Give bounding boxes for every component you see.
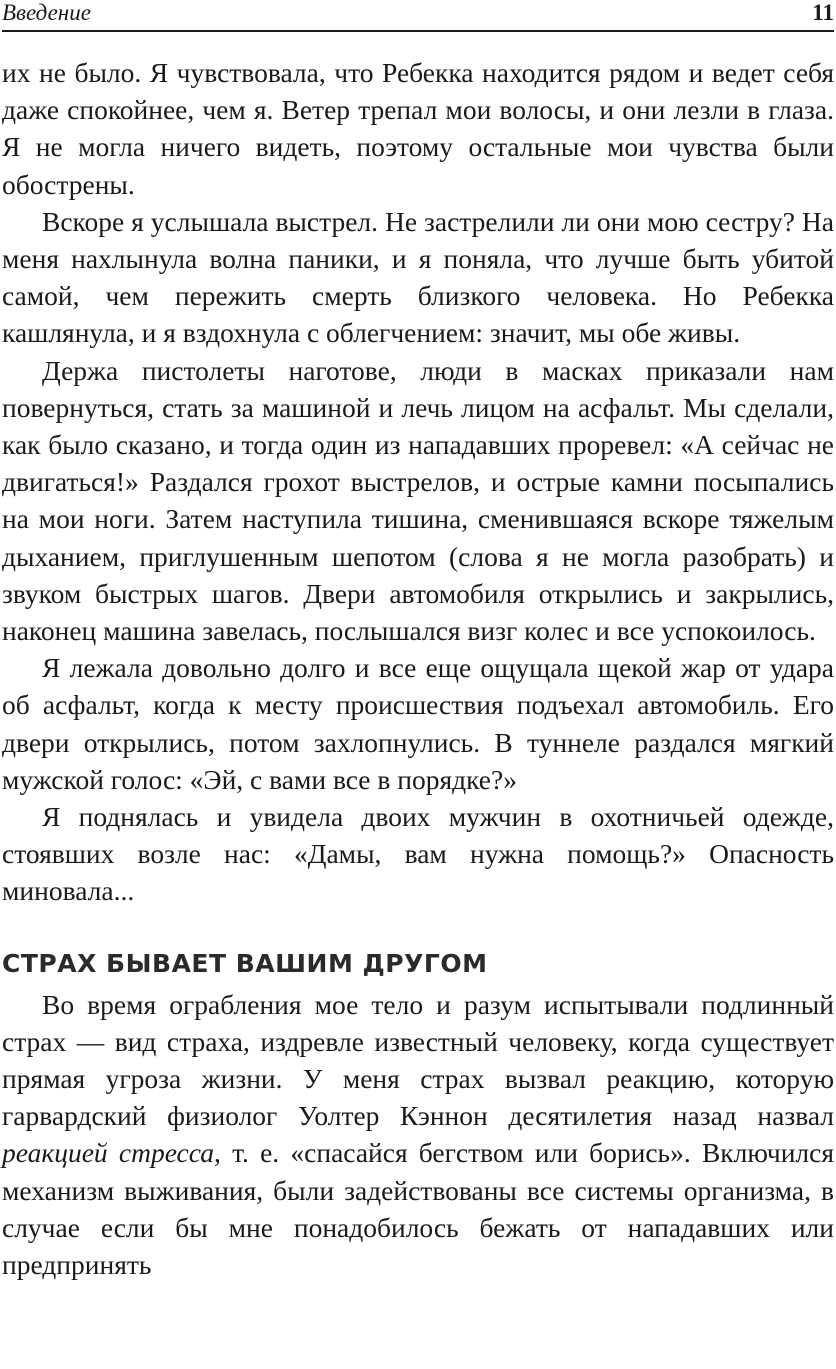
paragraph-6 xyxy=(2,986,834,1284)
page-number: 11 xyxy=(812,0,834,25)
paragraph-6-part-1: Во время ограбления мое тело и разум испытывали подлинный страх — вид страха, издревле известный человеку, когда существует прямая угроза жизни. У меня страх вызвал реакцию, которую гарвардский физиолог Уолтер Кэннон десятилетия назад назвал xyxy=(2,988,834,1132)
emphasized-term: реакцией стресса xyxy=(2,1137,214,1169)
paragraph-4: Я лежала довольно долго и все еще ощущала щекой жар от удара об асфальт, когда к месту происшествия подъехал автомобиль. Его двери открылись, потом захлопнулись. В туннеле раздался мягкий мужской голос: «Эй, с вами все в порядке?» xyxy=(2,652,834,795)
paragraph-3: Держа пистолеты наготове, люди в масках приказали нам повернуться, стать за машиной и лечь лицом на асфальт. Мы сделали, как было сказано, и тогда один из нападавших проревел: «А сейчас не двигаться!» Раздался грохот выстрелов, и острые камни посыпались на мои ноги. Затем наступила тишина, сменившаяся вскоре тяжелым дыханием, приглушенным шепотом (слова я не могла разобрать) и звуком быстрых шагов. Двери автомобиля открылись и закрылись, наконец машина завелась, послышался визг колес и все успокоилось. xyxy=(2,354,834,647)
section-heading: СТРАХ БЫВАЕТ ВАШИМ ДРУГОМ xyxy=(2,948,488,978)
body-text xyxy=(2,54,834,1283)
paragraph-1: их не было. Я чувствовала, что Ребекка находится рядом и ведет себя даже спокойнее, чем я. Ветер трепал мои волосы, и они лезли в глаза. Я не могла ничего видеть, поэтому остальные мои чувства были обострены. xyxy=(2,57,834,200)
running-head xyxy=(2,0,834,32)
paragraph-5: Я поднялась и увидела двоих мужчин в охотничьей одежде, стоявших возле нас: «Дамы, вам нужна помощь?» Опасность миновала... xyxy=(2,801,834,907)
paragraph-6-part-2: , т. е. «спасайся бегством или борись». Включился механизм выживания, были задействованы все системы организма, в случае если бы мне понадобилось бежать от нападавших или предпринять xyxy=(2,1137,834,1281)
chapter-title: Введение xyxy=(2,0,91,25)
paragraph-2: Вскоре я услышала выстрел. Не застрелили ли они мою сестру? На меня нахлынула волна паники, и я поняла, что лучше быть убитой самой, чем пережить смерть близкого человека. Но Ребекка кашлянула, и я вздохнула с облегчением: значит, мы обе живы. xyxy=(2,205,834,349)
